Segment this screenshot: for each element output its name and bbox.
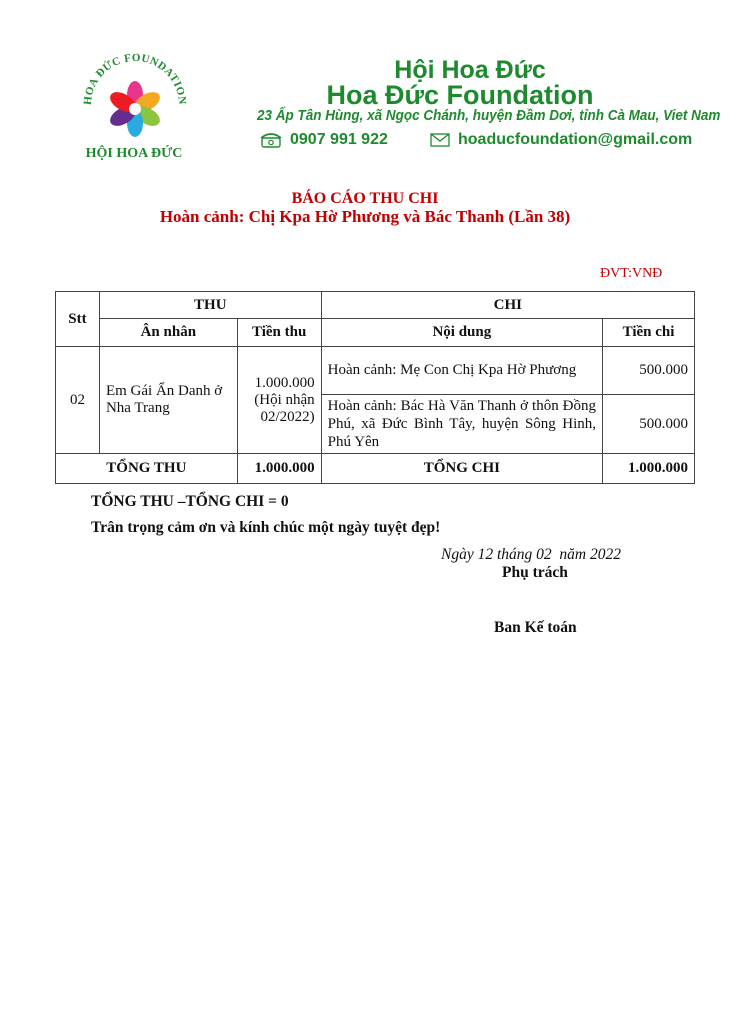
- totals-row: [56, 454, 695, 484]
- header-stt: Stt: [56, 292, 100, 347]
- thanks-message: Trân trọng cảm ơn và kính chúc một ngày tuyệt đẹp!: [91, 519, 441, 536]
- balance-summary: TỔNG THU –TỔNG CHI = 0: [91, 493, 289, 510]
- report-subtitle: Hoàn cảnh: Chị Kpa Hờ Phương và Bác Thanh (Lần 38): [159, 207, 571, 226]
- report-date: Ngày 12 tháng 02 năm 2022: [441, 546, 621, 563]
- total-income-value: 1.000.000: [237, 454, 321, 484]
- in-charge-label: Phụ trách: [502, 564, 568, 581]
- total-expense-label: TỔNG CHI: [321, 454, 602, 484]
- signer-name: Ban Kế toán: [494, 619, 577, 636]
- row-chi-noi-dung-2: Hoàn cảnh: Bác Hà Văn Thanh ở thôn Đồng Phú, xã Đức Bình Tây, huyện Sông Hinh, Phú Yên: [321, 395, 602, 454]
- foundation-logo: [73, 47, 195, 165]
- org-address: 23 Ấp Tân Hùng, xã Ngọc Chánh, huyện Đầm Dơi, tỉnh Cà Mau, Viet Nam: [257, 108, 721, 124]
- row-chi-tien-1: 500.000: [603, 347, 695, 395]
- org-name-vietnamese: Hội Hoa Đức: [394, 56, 546, 84]
- telephone-icon: [260, 132, 282, 148]
- logo-bottom-text: HỘI HOA ĐỨC: [85, 146, 183, 161]
- header-noi-dung: Nội dung: [321, 319, 602, 347]
- row-an-nhan: Em Gái Ẩn Danh ở Nha Trang: [99, 347, 237, 454]
- contact-phone: [260, 131, 388, 149]
- currency-unit: ĐVT:VNĐ: [600, 266, 663, 281]
- phone-number: 0907 991 922: [290, 131, 388, 148]
- header-chi: CHI: [321, 292, 694, 319]
- report-title: BÁO CÁO THU CHI: [291, 190, 439, 207]
- row-chi-noi-dung-1: Hoàn cảnh: Mẹ Con Chị Kpa Hờ Phương: [321, 347, 602, 395]
- income-expense-table: [55, 291, 695, 484]
- row-chi-tien-2: 500.000: [603, 395, 695, 454]
- row-stt: 02: [56, 347, 100, 454]
- logo-arc-text: HOA ĐỨC FOUNDATION: [81, 51, 189, 106]
- header-tien-thu: Tiền thu: [237, 319, 321, 347]
- header-tien-chi: Tiền chi: [603, 319, 695, 347]
- header-thu: THU: [99, 292, 321, 319]
- email-address[interactable]: hoaducfoundation@gmail.com: [458, 131, 693, 148]
- total-income-label: TỔNG THU: [56, 454, 238, 484]
- total-expense-value: 1.000.000: [603, 454, 695, 484]
- envelope-icon: [430, 133, 450, 147]
- table-row: [56, 347, 695, 395]
- row-tien-thu: 1.000.000 (Hội nhận 02/2022): [237, 347, 321, 454]
- org-name-english: Hoa Đức Foundation: [326, 80, 594, 110]
- contact-email: [430, 131, 692, 149]
- header-an-nhan: Ân nhân: [99, 319, 237, 347]
